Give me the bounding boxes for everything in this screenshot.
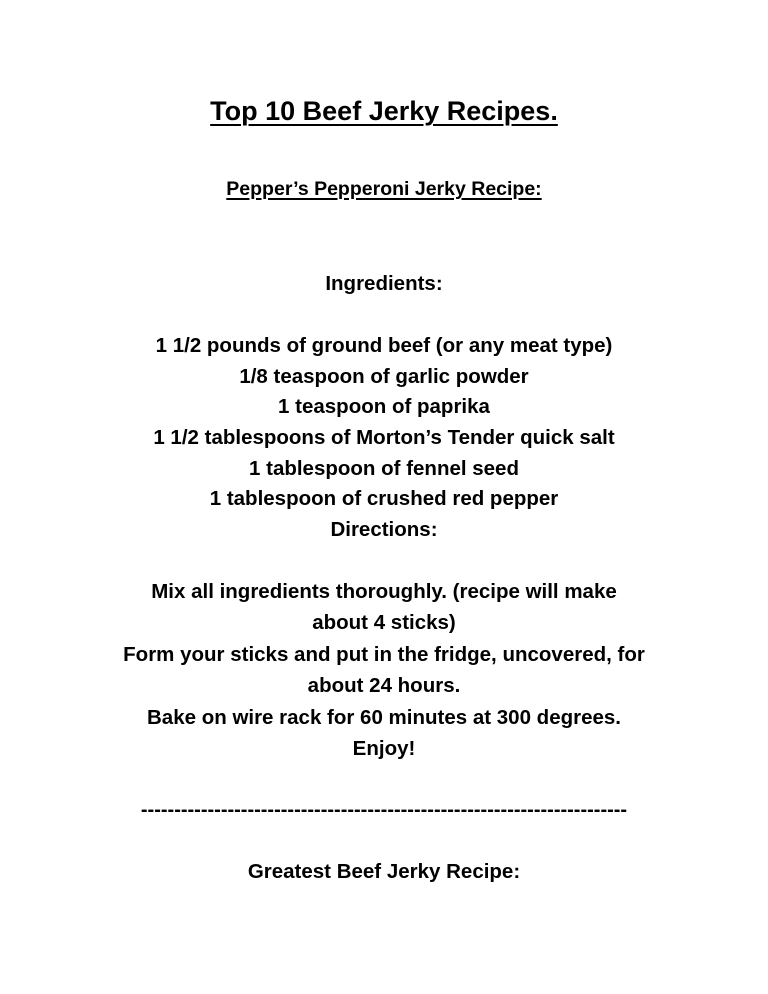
direction-line: Enjoy! xyxy=(352,737,416,760)
direction-line: Mix all ingredients thoroughly. (recipe will make xyxy=(151,580,617,603)
section-divider: ------------------------------------------------------------------------- xyxy=(140,799,628,821)
ingredient-item: 1 teaspoon of paprika xyxy=(278,395,490,418)
ingredient-item: 1 1/2 tablespoons of Morton’s Tender quick salt xyxy=(153,426,615,449)
direction-line: about 24 hours. xyxy=(307,674,461,697)
ingredients-label: Ingredients: xyxy=(325,272,443,295)
document-title: Top 10 Beef Jerky Recipes. xyxy=(210,96,558,126)
recipe-heading-greatest: Greatest Beef Jerky Recipe: xyxy=(247,860,521,883)
direction-line: Form your sticks and put in the fridge, uncovered, for xyxy=(123,643,645,666)
directions-label: Directions: xyxy=(330,518,438,541)
recipe-heading-pepperoni: Pepper’s Pepperoni Jerky Recipe: xyxy=(226,178,542,200)
ingredient-item: 1/8 teaspoon of garlic powder xyxy=(239,365,529,388)
ingredient-item: 1 tablespoon of fennel seed xyxy=(249,457,519,480)
direction-line: about 4 sticks) xyxy=(312,611,456,634)
ingredient-item: 1 1/2 pounds of ground beef (or any meat type) xyxy=(155,334,613,357)
ingredient-item: 1 tablespoon of crushed red pepper xyxy=(209,487,559,510)
direction-line: Bake on wire rack for 60 minutes at 300 degrees. xyxy=(147,706,621,729)
